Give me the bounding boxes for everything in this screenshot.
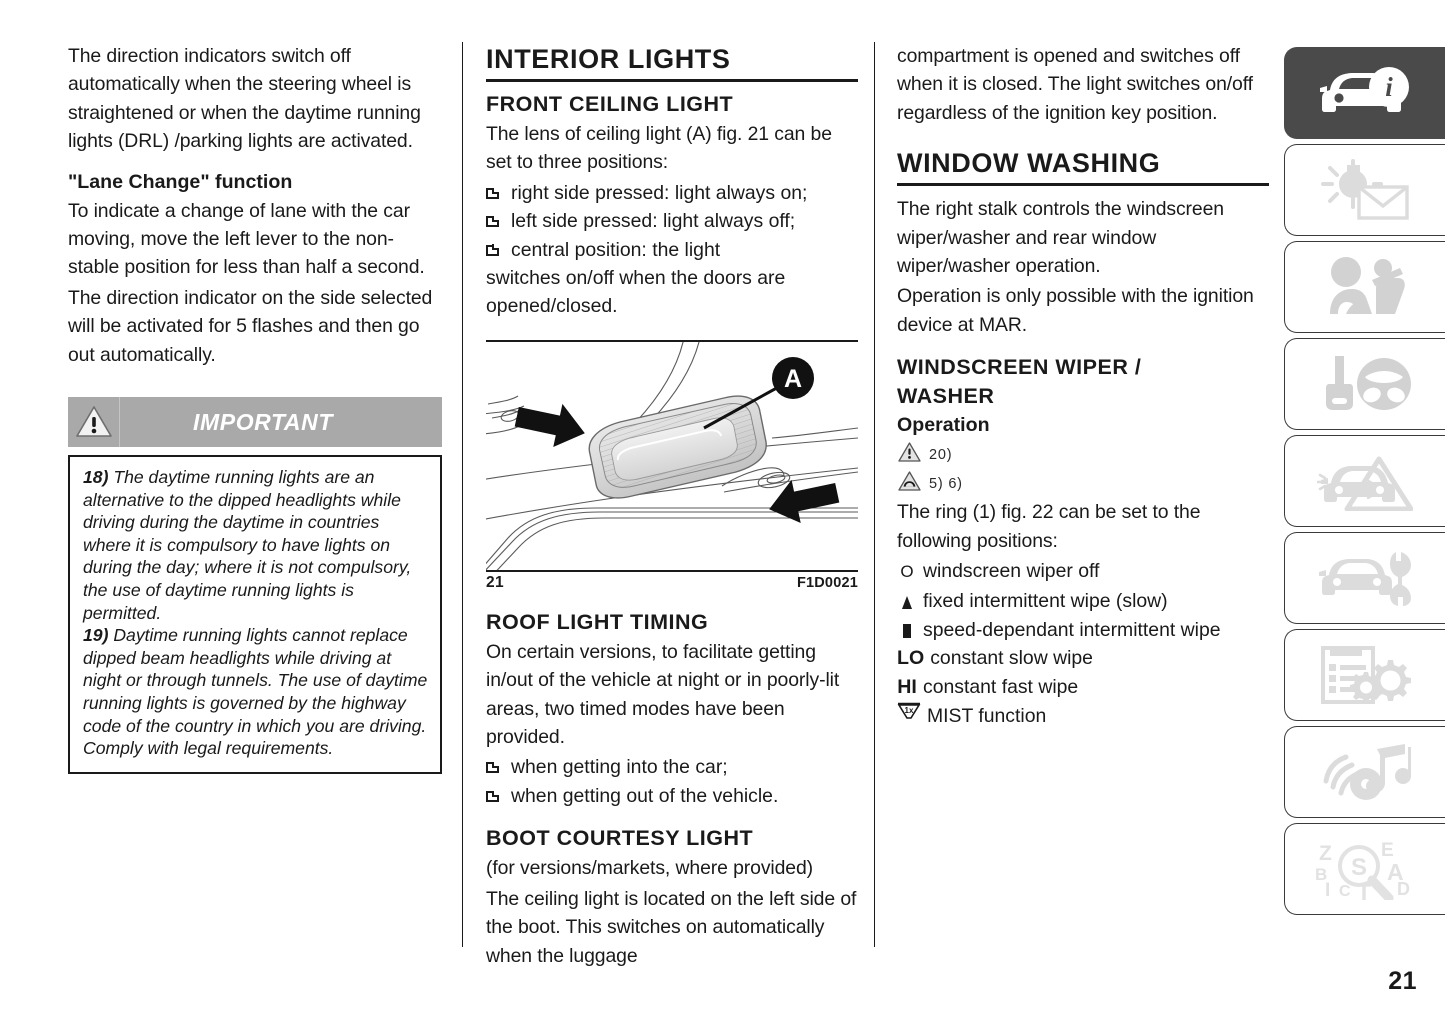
position-label: speed-dependant intermittent wipe <box>923 618 1221 641</box>
boot-courtesy-light-heading: BOOT COURTESY LIGHT <box>486 826 754 851</box>
ring-positions-intro: The ring (1) fig. 22 can be set to the following positions: <box>897 501 1201 552</box>
sidebar-item-getting-to-know-your-car[interactable] <box>1284 144 1445 236</box>
list-gears-icon <box>1318 644 1412 706</box>
position-label: fixed intermittent wipe (slow) <box>923 589 1168 612</box>
ceiling-positions-list <box>486 179 858 321</box>
roof-light-timing-list <box>486 753 858 810</box>
position-label: constant slow wipe <box>930 647 1093 670</box>
square-bullet-icon <box>486 188 499 199</box>
position-symbol-off: O <box>900 562 914 582</box>
roof-light-timing-body: On certain versions, to facilitate getting in/out of the vehicle at night or in poorly-lit areas, two timed modes have been provided. <box>486 640 840 749</box>
column-divider-1 <box>462 42 463 947</box>
list-item: when getting out of the vehicle. <box>486 782 858 810</box>
svg-text:A: A <box>783 364 803 393</box>
car-warning-triangle-icon <box>1317 451 1413 511</box>
important-label: IMPORTANT <box>193 408 333 435</box>
svg-text:1x: 1x <box>904 706 914 716</box>
window-washing-title: WINDOW WASHING <box>897 146 1269 186</box>
position-label: constant fast wipe <box>923 676 1079 699</box>
list-item <box>897 702 1269 731</box>
wiper-mist-icon <box>897 702 921 722</box>
lane-change-paragraph-2: The direction indicator on the side selected will be activated for 5 flashes and then go out automatically. <box>68 286 433 366</box>
sidebar-item-technical-specifications[interactable] <box>1284 629 1445 721</box>
position-symbol-hi: HI <box>897 676 917 699</box>
warning-triangle-icon <box>897 441 922 468</box>
direction-indicators-paragraph: The direction indicators switch off automatically when the steering wheel is straightened or when the daytime running lights (DRL) /parking lights are activated. <box>68 45 421 153</box>
warning-ref-line <box>897 441 1269 468</box>
sidebar-item-safety[interactable] <box>1284 241 1445 333</box>
airbag-seatbelt-icon <box>1320 256 1410 318</box>
magnifier-letters-icon <box>1313 838 1417 900</box>
boot-courtesy-continuation: compartment is opened and switches off when it is closed. The light switches on/off regardless of the ignition key position. <box>897 45 1253 124</box>
lane-change-paragraph-1: To indicate a change of lane with the car moving, move the left lever to the non-stable position for less than half a second. <box>68 199 425 279</box>
note-item <box>83 466 429 624</box>
position-symbol-bar-icon <box>897 622 917 636</box>
music-note-icon <box>1319 743 1411 801</box>
svg-text:B: B <box>1315 865 1328 884</box>
list-item-continuation: switches on/off when the doors are opened/closed. <box>486 267 786 318</box>
figure-number: 21 <box>486 573 505 591</box>
position-symbol-lo: LO <box>897 647 925 670</box>
list-item: central position: the light <box>486 236 858 264</box>
svg-text:T: T <box>1357 879 1372 900</box>
svg-text:S: S <box>1350 854 1368 881</box>
warning-refs: 20) <box>929 446 953 463</box>
list-item: right side pressed: light always on; <box>486 179 858 207</box>
window-washing-intro-1: The right stalk controls the windscreen wiper/washer and rear window wiper/washer operation. <box>897 198 1224 278</box>
car-environment-icon <box>897 470 922 497</box>
figure-code: F1D0021 <box>796 574 858 591</box>
sidebar-item-alphabetical-index[interactable] <box>1284 823 1445 915</box>
front-ceiling-intro: The lens of ceiling light (A) fig. 21 can be set to three positions: <box>486 123 832 174</box>
ceiling-light-figure <box>486 340 858 592</box>
lane-change-heading: "Lane Change" function <box>68 170 293 193</box>
environment-ref-line <box>897 470 1269 497</box>
car-wrench-icon <box>1317 549 1413 607</box>
note-text: Daytime running lights cannot replace dipped beam headlights while driving at night or through tunnels. The use of daytime running lights is governed by the highway code of the country in which you are driving. Comply with legal requirements. <box>83 625 428 759</box>
chapter-tab-rail <box>1284 47 1445 920</box>
sidebar-item-dashboard-and-controls[interactable] <box>1284 47 1445 139</box>
list-item: left side pressed: light always off; <box>486 207 858 235</box>
sidebar-item-multimedia[interactable] <box>1284 726 1445 818</box>
ceiling-light-illustration <box>486 342 858 570</box>
operation-label: Operation <box>897 414 990 437</box>
square-bullet-icon <box>486 762 499 773</box>
position-label: windscreen wiper off <box>923 560 1100 583</box>
position-symbol-triangle-icon <box>897 594 917 607</box>
environment-refs: 5) 6) <box>929 475 963 492</box>
column-3 <box>897 42 1269 731</box>
sidebar-item-starting-and-driving[interactable] <box>1284 338 1445 430</box>
wiper-positions-list <box>897 557 1269 731</box>
svg-text:D: D <box>1397 879 1410 899</box>
boot-courtesy-body: The ceiling light is located on the left side of the boot. This switches on automatically when the luggage <box>486 887 857 967</box>
windscreen-wiper-heading-line1: WINDSCREEN WIPER / <box>897 355 1142 380</box>
front-ceiling-light-heading: FRONT CEILING LIGHT <box>486 92 734 116</box>
important-banner <box>68 397 442 447</box>
svg-text:C: C <box>1339 883 1351 900</box>
list-item <box>897 557 1269 587</box>
interior-lights-title: INTERIOR LIGHTS <box>486 42 858 82</box>
boot-courtesy-note: (for versions/markets, where provided) <box>486 857 814 880</box>
sidebar-item-maintenance-and-care[interactable] <box>1284 532 1445 624</box>
position-label: MIST function <box>927 705 1047 728</box>
square-bullet-icon <box>486 791 499 802</box>
list-item: when getting into the car; <box>486 753 858 781</box>
sidebar-item-in-an-emergency[interactable] <box>1284 435 1445 527</box>
page-number: 21 <box>1388 967 1417 995</box>
column-1 <box>68 42 442 774</box>
note-ref: 19) <box>83 625 109 646</box>
svg-text:E: E <box>1381 840 1394 861</box>
column-divider-2 <box>874 42 875 947</box>
list-item <box>897 616 1269 645</box>
key-steering-wheel-icon <box>1318 354 1412 414</box>
figure-caption <box>486 570 858 592</box>
list-item <box>897 587 1269 616</box>
roof-light-timing-heading: ROOF LIGHT TIMING <box>486 609 709 634</box>
svg-text:I: I <box>1325 880 1331 900</box>
note-text: The daytime running lights are an alternative to the dipped headlights while driving during the daytime in countries where it is compulsory to have lights on during the day; where it is not compulsory, the use of daytime running lights is permitted. <box>83 467 412 623</box>
note-ref: 18) <box>83 467 109 488</box>
window-washing-intro-2: Operation is only possible with the ignition device at MAR. <box>897 285 1254 336</box>
sun-envelope-icon <box>1317 159 1413 221</box>
svg-text:i: i <box>1385 72 1393 102</box>
svg-text:A: A <box>1387 859 1404 885</box>
list-item <box>897 673 1269 702</box>
car-info-icon <box>1317 65 1413 121</box>
notes-box <box>68 455 442 774</box>
svg-text:Z: Z <box>1319 842 1332 865</box>
column-2 <box>486 42 858 972</box>
square-bullet-icon <box>486 216 499 227</box>
note-item <box>83 624 429 760</box>
windscreen-wiper-heading-line2: WASHER <box>897 384 995 409</box>
square-bullet-icon <box>486 245 499 256</box>
list-item <box>897 644 1269 673</box>
warning-triangle-icon <box>68 397 120 447</box>
